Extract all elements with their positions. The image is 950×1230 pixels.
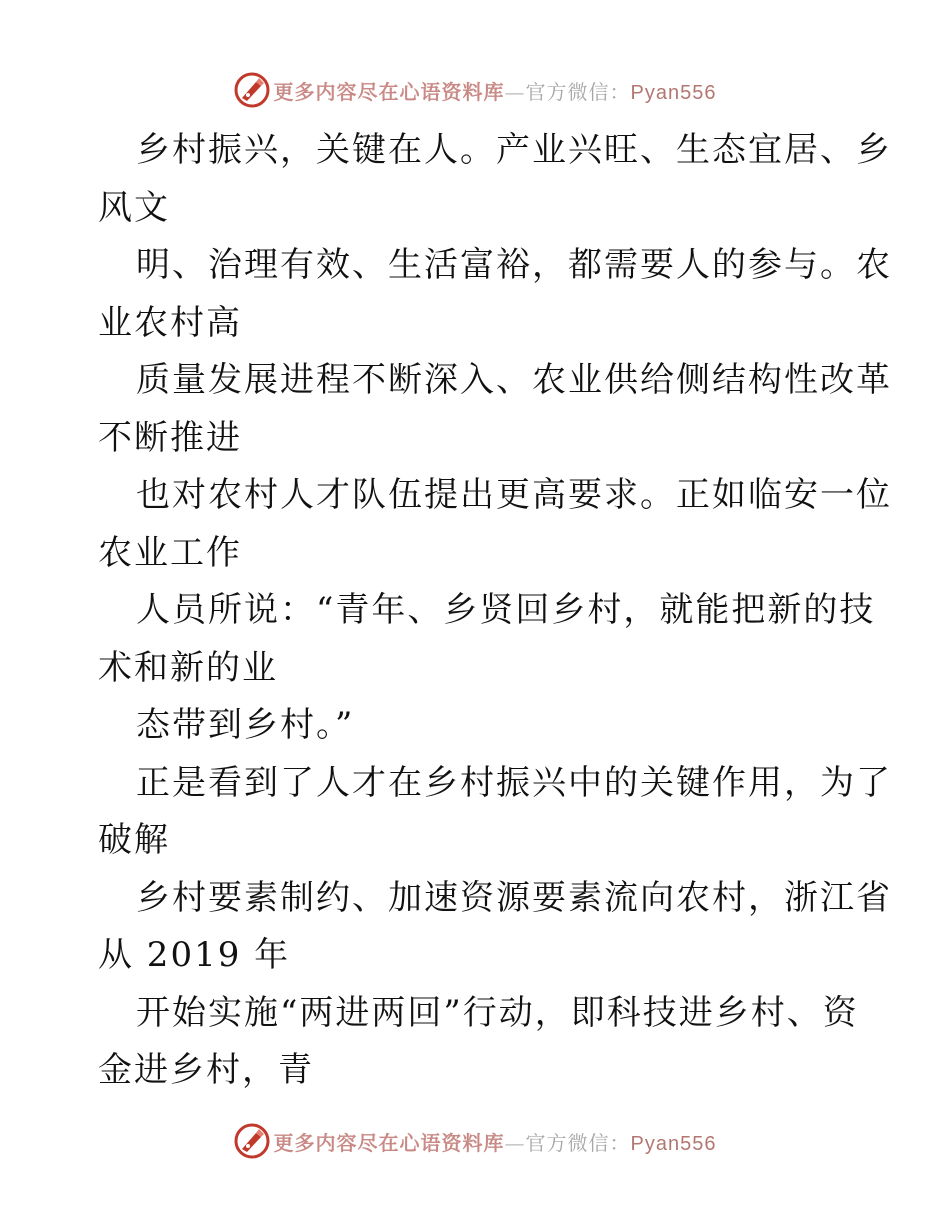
text-line: 农业工作 bbox=[98, 532, 242, 573]
document-body bbox=[98, 122, 892, 1100]
text-line: 破解 bbox=[98, 820, 170, 860]
text-line: 业农村高 bbox=[98, 302, 242, 343]
text-line: 风文 bbox=[98, 187, 170, 228]
banner-dash: — bbox=[504, 1130, 526, 1155]
text-line: 乡村要素制约、加速资源要素流向农村，浙江省 bbox=[136, 877, 892, 918]
text-line: 乡村振兴，关键在人。产业兴旺、生态宜居、乡 bbox=[136, 130, 892, 170]
text-line: 人员所说：“青年、乡贤回乡村，就能把新的技 bbox=[136, 590, 876, 630]
banner-brand: 更多内容尽在心语资料库 bbox=[273, 79, 505, 104]
banner-handle: Pyan556 bbox=[630, 1132, 717, 1155]
pen-nib-logo-icon bbox=[234, 72, 270, 108]
text-line: 态带到乡村。” bbox=[136, 705, 355, 745]
banner-wechat-label: 官方微信： bbox=[525, 1130, 631, 1155]
footer-banner bbox=[0, 1121, 950, 1161]
text-line: 从 2019 年 bbox=[98, 935, 291, 975]
text-line: 也对农村人才队伍提出更高要求。正如临安一位 bbox=[136, 475, 892, 515]
text-line: 术和新的业 bbox=[98, 647, 278, 688]
text-line: 开始实施“两进两回”行动，即科技进乡村、资 bbox=[136, 992, 859, 1033]
text-line: 正是看到了人才在乡村振兴中的关键作用，为了 bbox=[136, 762, 892, 803]
banner-caption bbox=[274, 76, 717, 105]
text-line: 金进乡村，青 bbox=[98, 1050, 314, 1090]
banner-wechat-label: 官方微信： bbox=[525, 79, 631, 104]
text-line: 质量发展进程不断深入、农业供给侧结构性改革 bbox=[136, 360, 892, 400]
text-line: 不断推进 bbox=[98, 417, 242, 458]
pen-nib-logo-icon bbox=[234, 1123, 270, 1159]
text-line: 明、治理有效、生活富裕，都需要人的参与。农 bbox=[136, 245, 892, 285]
banner-dash: — bbox=[504, 79, 526, 104]
banner-caption bbox=[274, 1127, 717, 1156]
banner-brand: 更多内容尽在心语资料库 bbox=[273, 1130, 505, 1155]
header-banner bbox=[0, 70, 950, 110]
banner-handle: Pyan556 bbox=[630, 81, 717, 104]
